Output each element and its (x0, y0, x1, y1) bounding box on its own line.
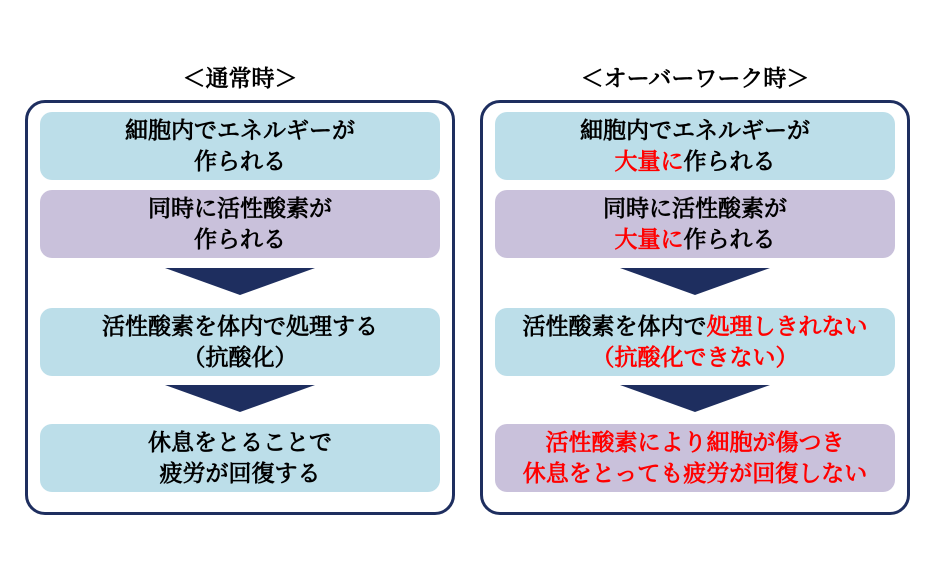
text-segment: 同時に活性酸素が (148, 195, 332, 221)
text-segment-emphasis: 休息をとっても疲労が回復しない (522, 460, 868, 486)
text-line (580, 115, 810, 146)
text-line (546, 427, 845, 458)
text-segment: 活性酸素を体内で処理する (102, 313, 378, 339)
text-segment: 細胞内でエネルギーが (580, 117, 810, 143)
arrow-slot (620, 268, 770, 295)
text-segment: 作られる (194, 226, 286, 252)
text-line (194, 224, 286, 255)
text-line (148, 193, 332, 224)
text-segment: 作られる (683, 148, 776, 174)
down-arrow-icon (620, 385, 770, 412)
text-line (523, 311, 868, 342)
panel-overwork-frame (480, 100, 910, 515)
flow-box-antioxidation (40, 308, 440, 376)
text-segment: （抗酸化） (182, 344, 298, 370)
arrow-slot (165, 385, 315, 412)
down-arrow-icon (165, 268, 315, 295)
text-segment: 活性酸素を体内で (522, 313, 707, 339)
text-line (125, 115, 355, 146)
flow-box-no-recovery (495, 424, 895, 492)
flow-box-reactive-oxygen-mass (495, 190, 895, 258)
text-segment-emphasis: （抗酸化できない） (591, 344, 799, 370)
text-line (194, 146, 286, 177)
text-segment: 休息をとることで (148, 429, 332, 455)
down-arrow-icon (620, 268, 770, 295)
panel-overwork (480, 62, 910, 486)
text-line (523, 458, 868, 489)
panel-overwork-title: ＜オーバーワーク時＞ (580, 65, 810, 91)
panel-normal-title: ＜通常時＞ (182, 65, 298, 91)
flow-box-cannot-antioxidize (495, 308, 895, 376)
text-line (183, 342, 298, 373)
text-segment-emphasis: 活性酸素により細胞が傷つき (545, 429, 845, 455)
text-segment: 同時に活性酸素が (603, 195, 787, 221)
text-line (603, 193, 787, 224)
text-segment: 疲労が回復する (159, 460, 321, 486)
arrow-slot (620, 385, 770, 412)
down-arrow-icon (165, 385, 315, 412)
panel-normal (25, 62, 455, 486)
flow-box-energy-produced (40, 112, 440, 180)
text-line (615, 146, 776, 177)
flow-box-reactive-oxygen (40, 190, 440, 258)
text-line (102, 311, 378, 342)
text-line (148, 427, 332, 458)
text-segment-emphasis: 大量に (614, 226, 684, 252)
text-segment-emphasis: 処理しきれない (706, 313, 868, 339)
text-segment: 細胞内でエネルギーが (125, 117, 355, 143)
arrow-slot (165, 268, 315, 295)
panel-normal-frame (25, 100, 455, 515)
flow-box-energy-mass-produced (495, 112, 895, 180)
text-segment-emphasis: 大量に (614, 148, 684, 174)
flow-box-recovery (40, 424, 440, 492)
text-segment: 作られる (683, 226, 776, 252)
text-line (160, 458, 321, 489)
text-segment: 作られる (194, 148, 286, 174)
text-line (615, 224, 776, 255)
text-line (592, 342, 799, 373)
